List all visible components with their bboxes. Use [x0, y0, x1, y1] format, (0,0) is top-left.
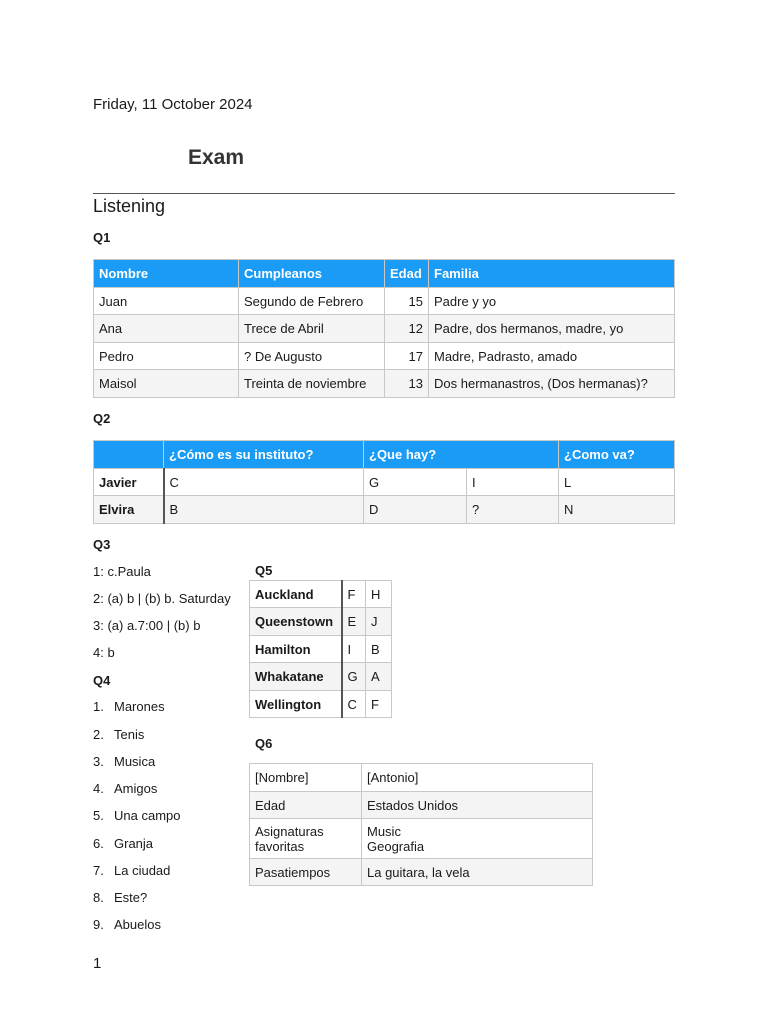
row-header-cell: Whakatane — [250, 663, 342, 691]
list-item — [93, 781, 157, 796]
table-cell: L — [559, 469, 675, 496]
q4-label: Q4 — [93, 673, 111, 688]
list-number: 2. — [93, 727, 104, 742]
table-cell: ? — [467, 496, 559, 524]
list-item — [93, 699, 165, 714]
q3-label: Q3 — [93, 537, 111, 552]
row-header-cell: Javier — [94, 469, 164, 496]
list-item — [93, 863, 170, 878]
q2-table — [93, 440, 675, 524]
list-number: 1. — [93, 699, 104, 714]
q1-header-cell: Nombre — [94, 260, 239, 288]
table-row — [250, 819, 593, 859]
list-number: 5. — [93, 808, 104, 823]
q1-header-cell: Edad — [385, 260, 429, 288]
section-heading: Listening — [93, 196, 166, 216]
row-header-cell: Auckland — [250, 581, 342, 608]
list-text: Una campo — [114, 808, 181, 823]
table-row — [250, 608, 392, 636]
table-cell: J — [366, 608, 392, 636]
row-header-cell: Hamilton — [250, 636, 342, 663]
table-row — [94, 288, 675, 315]
table-cell: Padre, dos hermanos, madre, yo — [429, 315, 675, 343]
table-cell: I — [467, 469, 559, 496]
list-item: 2: (a) b | (b) b. Saturday — [93, 591, 231, 606]
table-row — [94, 469, 675, 496]
q1-header-cell: Cumpleanos — [239, 260, 385, 288]
list-text: Musica — [114, 754, 156, 769]
list-item — [93, 890, 147, 905]
table-row — [250, 691, 392, 718]
q2-header-cell: ¿Como va? — [559, 441, 675, 469]
list-text: Amigos — [114, 781, 158, 796]
list-text: Marones — [114, 699, 165, 714]
table-cell: Juan — [94, 288, 239, 315]
table-cell: Dos hermanastros, (Dos hermanas)? — [429, 370, 675, 398]
table-cell: A — [366, 663, 392, 691]
q1-header-row — [94, 260, 675, 288]
list-item — [93, 808, 180, 823]
list-number: 9. — [93, 917, 104, 932]
table-cell: Estados Unidos — [362, 792, 593, 819]
cell-line: Asignaturas — [255, 823, 324, 839]
cell-line: Geografia — [367, 838, 425, 854]
table-row — [94, 370, 675, 398]
table-cell: F — [342, 581, 366, 608]
list-number: 6. — [93, 836, 104, 851]
table-row — [250, 764, 593, 792]
table-cell: 13 — [385, 370, 429, 398]
document-title: Exam — [188, 146, 245, 169]
cell-line: favoritas — [255, 838, 305, 854]
table-row — [94, 315, 675, 343]
list-number: 4. — [93, 781, 104, 796]
table-cell: Segundo de Febrero — [239, 288, 385, 315]
list-number: 8. — [93, 890, 104, 905]
q5-table — [249, 580, 392, 718]
list-item — [93, 836, 153, 851]
list-text: Granja — [114, 836, 154, 851]
list-item: 1: c.Paula — [93, 564, 151, 579]
list-number: 3. — [93, 754, 104, 769]
table-cell: [Antonio] — [362, 764, 593, 792]
table-cell: ? De Augusto — [239, 343, 385, 370]
table-row — [250, 581, 392, 608]
table-cell: I — [342, 636, 366, 663]
page-number: 1 — [93, 955, 102, 972]
table-cell: 12 — [385, 315, 429, 343]
table-cell: Pasatiempos — [250, 859, 362, 886]
table-cell: G — [342, 663, 366, 691]
table-row — [250, 663, 392, 691]
list-item — [93, 727, 144, 742]
table-cell: D — [364, 496, 467, 524]
q2-header-cell: ¿Que hay? — [364, 441, 559, 469]
q2-header-cell: ¿Cómo es su instituto? — [164, 441, 364, 469]
cell-line: Music — [367, 823, 401, 839]
table-cell: E — [342, 608, 366, 636]
table-cell: Madre, Padrasto, amado — [429, 343, 675, 370]
list-text: Este? — [114, 890, 148, 905]
q1-header-cell: Familia — [429, 260, 675, 288]
q1-label: Q1 — [93, 230, 111, 245]
table-cell: Treinta de noviembre — [239, 370, 385, 398]
q2-header-cell — [94, 441, 164, 469]
q2-header-row — [94, 441, 675, 469]
table-row — [250, 636, 392, 663]
row-header-cell: Wellington — [250, 691, 342, 718]
table-cell: C — [342, 691, 366, 718]
table-cell: Trece de Abril — [239, 315, 385, 343]
table-cell: 15 — [385, 288, 429, 315]
table-cell: C — [164, 469, 364, 496]
table-cell — [250, 819, 362, 859]
table-cell: B — [164, 496, 364, 524]
list-number: 7. — [93, 863, 104, 878]
table-cell: 17 — [385, 343, 429, 370]
table-cell: Edad — [250, 792, 362, 819]
list-item — [93, 754, 155, 769]
table-cell: F — [366, 691, 392, 718]
table-cell: Pedro — [94, 343, 239, 370]
list-text: Tenis — [114, 727, 145, 742]
list-text: La ciudad — [114, 863, 171, 878]
table-cell — [362, 819, 593, 859]
table-row — [250, 792, 593, 819]
title-divider — [93, 193, 675, 194]
table-cell: G — [364, 469, 467, 496]
table-cell: La guitara, la vela — [362, 859, 593, 886]
q1-table — [93, 259, 675, 398]
table-row — [250, 859, 593, 886]
table-cell: Padre y yo — [429, 288, 675, 315]
table-cell: [Nombre] — [250, 764, 362, 792]
document-date: Friday, 11 October 2024 — [93, 96, 253, 113]
table-row — [94, 496, 675, 524]
list-item: 3: (a) a.7:00 | (b) b — [93, 618, 201, 633]
q5-label: Q5 — [255, 563, 273, 578]
list-item: 4: b — [93, 645, 115, 660]
row-header-cell: Queenstown — [250, 608, 342, 636]
table-cell: H — [366, 581, 392, 608]
list-text: Abuelos — [114, 917, 161, 932]
table-cell: Ana — [94, 315, 239, 343]
table-row — [94, 343, 675, 370]
list-item — [93, 917, 161, 932]
table-cell: N — [559, 496, 675, 524]
table-cell: Maisol — [94, 370, 239, 398]
row-header-cell: Elvira — [94, 496, 164, 524]
q6-label: Q6 — [255, 736, 273, 751]
table-cell: B — [366, 636, 392, 663]
q6-table — [249, 763, 593, 886]
q2-label: Q2 — [93, 411, 111, 426]
